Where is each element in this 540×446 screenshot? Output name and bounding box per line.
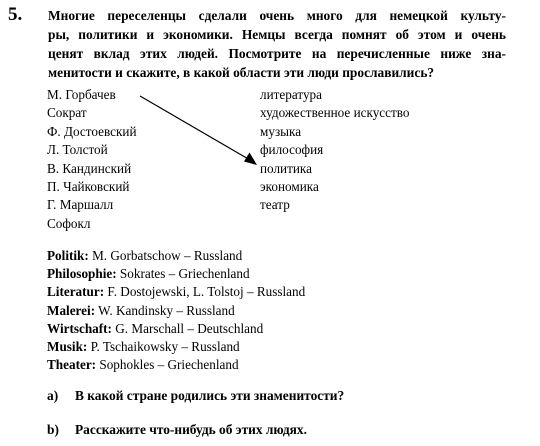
question-text: В какой стране родились эти знаменитости? — [75, 388, 345, 403]
name-item: Л. Толстой — [47, 142, 108, 158]
answer-row — [47, 265, 305, 283]
task-number: 5. — [8, 4, 23, 25]
field-item: политика — [260, 160, 312, 176]
answer-row — [47, 338, 305, 356]
question-letter: b) — [47, 422, 59, 437]
instruction-line: ры, политики и экономики. Немцы всегда помнят об этом и очень — [48, 27, 506, 42]
answer-key: Malerei: — [47, 302, 96, 318]
answer-key: Musik: — [47, 339, 88, 355]
instruction-line: менитости и скажите, в какой области эти люди прославились? — [48, 65, 435, 80]
answer-row — [47, 247, 305, 265]
answer-key: Wirtschaft: — [47, 320, 112, 336]
answer-row — [47, 320, 305, 338]
answer-row — [47, 302, 305, 320]
name-item: В. Кандинский — [47, 160, 132, 176]
instruction-line: ценят вклад этих людей. Посмотрите на перечисленные ниже зна- — [48, 46, 506, 61]
question-a — [47, 388, 344, 404]
question-letter: a) — [47, 388, 59, 403]
field-item: театр — [260, 197, 290, 213]
field-item: экономика — [260, 179, 319, 195]
question-b — [47, 422, 307, 438]
answer-row — [47, 283, 305, 301]
instruction-line: Многие переселенцы сделали очень много для немецкой культу- — [48, 8, 506, 23]
answers-list — [47, 247, 305, 374]
answer-value: G. Marschall – Deutschland — [111, 320, 264, 336]
answer-key: Politik: — [47, 248, 89, 263]
name-item: Ф. Достоевский — [47, 123, 137, 139]
fields-list — [260, 86, 410, 215]
answer-key: Theater: — [47, 357, 97, 373]
field-item: литература — [260, 87, 322, 102]
name-item: Сократ — [47, 105, 87, 121]
arrow-line — [140, 96, 250, 160]
field-item: философия — [260, 142, 324, 158]
name-item: М. Горбачев — [47, 87, 116, 102]
name-item: П. Чайковский — [47, 179, 130, 195]
field-item: художественное искусство — [260, 105, 410, 121]
answer-value: P. Tschaikowsky – Russland — [87, 339, 240, 355]
name-item: Софокл — [47, 215, 91, 231]
answer-value: W. Kandinsky – Russland — [95, 302, 235, 318]
answer-value: Sophokles – Griechenland — [96, 357, 239, 373]
task-instruction — [48, 6, 506, 82]
name-item: Г. Маршалл — [47, 197, 114, 213]
answer-row — [47, 356, 305, 374]
arrow-head-icon — [244, 153, 257, 166]
field-item: музыка — [260, 123, 302, 139]
answer-key: Philosophie: — [47, 266, 117, 282]
answer-value: F. Dostojewski, L. Tolstoj – Russland — [104, 284, 306, 300]
answer-key: Literatur: — [47, 284, 105, 300]
answer-value: M. Gorbatschow – Russland — [88, 248, 243, 263]
answer-value: Sokrates – Griechenland — [116, 266, 250, 282]
names-list — [47, 86, 137, 233]
question-text: Расскажите что-нибудь об этих людях. — [75, 422, 307, 437]
